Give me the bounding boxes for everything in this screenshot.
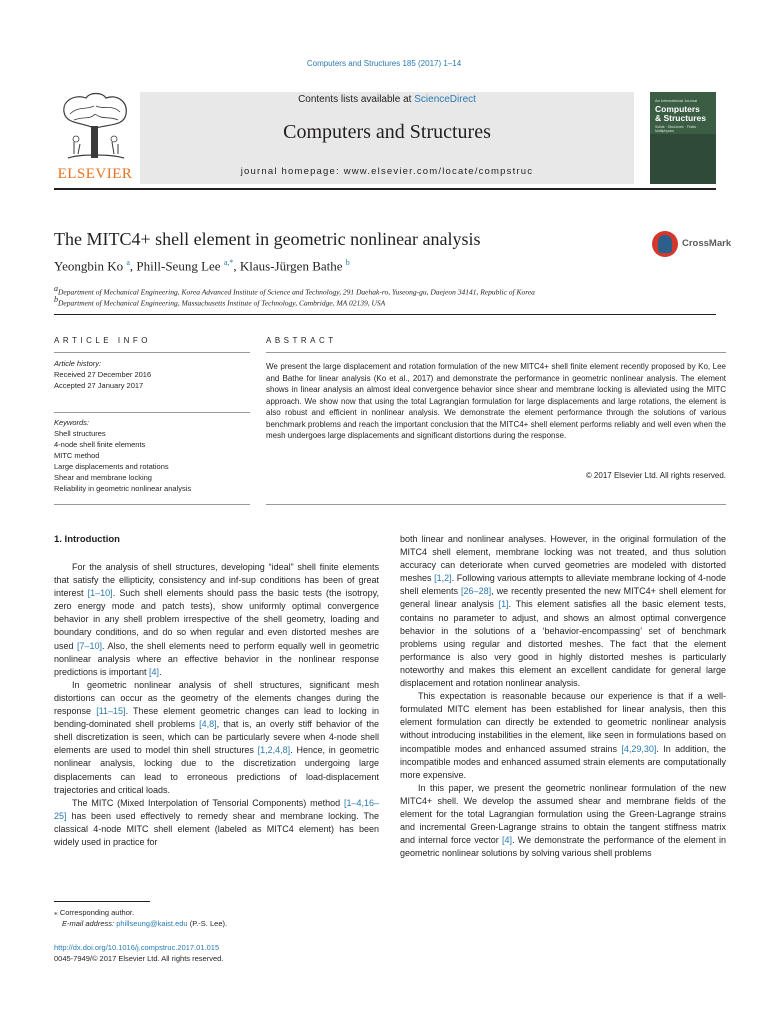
citation-link[interactable]: [1,2] [434,573,452,584]
cover-title-line-1: Computers [655,104,700,114]
abstract-heading: ABSTRACT [266,336,337,345]
abstract-copyright: © 2017 Elsevier Ltd. All rights reserved. [585,471,726,480]
citation-link[interactable]: [4,29,30] [621,743,657,754]
journal-citation-link[interactable]: Computers and Structures 185 (2017) 1–14 [306,59,462,68]
email-label: E-mail address: [62,919,117,928]
footnote-corresponding-text: Corresponding author. [59,908,135,917]
author-affiliation-marker[interactable]: a [126,258,130,267]
author-affiliation-marker[interactable]: b [345,258,350,267]
doi-link[interactable]: http://dx.doi.org/10.1016/j.compstruc.2017.01.015 [54,943,220,952]
elsevier-tree-icon [60,92,130,164]
journal-homepage-line [140,166,634,177]
email-link[interactable]: phillseung@kaist.edu [116,919,188,928]
citation-link[interactable]: [1] [498,599,509,610]
author-list: Yeongbin Ko $^a$, Phill-Seung Lee $^{a,*}$, Klaus-Jürgen Bathe $^b$ [54,258,350,274]
paragraph: The MITC (Mixed Interpolation of Tensorial Components) method [1–4,16–25] has been used effectively to remedy shear and membrane locking. The classical 4-node MITC shell element (labeled as MITC4 element) has been widely used in practice for [54,797,379,847]
journal-cover-image[interactable] [650,92,716,184]
elsevier-wordmark: ELSEVIER [57,166,133,182]
citation-link[interactable]: [4] [149,666,160,677]
cover-artwork [650,134,716,184]
article-info-heading: ARTICLE INFO [54,336,151,345]
contents-line [140,94,634,105]
article-info-bottom-divider [54,504,250,505]
crossmark-icon [652,231,678,257]
paragraph: This expectation is reasonable because our experience is that if a well-formulated MITC element has been established for linear analysis, then this element formulation can directly be extended to geometric nonlinear analysis without introducing instabilities in the element, like seen in formulations based on incompatible modes and enhanced assumed strains [4,29,30]. In addition, the incompatible modes and enhanced assumed strain elements are computationally more expensive. [400,691,727,780]
paper-title: The MITC4+ shell element in geometric nonlinear analysis [54,229,481,249]
paragraph: both linear and nonlinear analyses. However, in the original formulation of the MITC4 shell element, membrane locking was not treated, and thus solution accuracy can deteriorate when curved geometries are modeled with distorted meshes [1,2]. Following various attempts to alleviate membrane locking of 4-node shell elements [26–28], we recently presented the new MITC4+ shell element for general linear analysis [1]. This element satisfies all the basic element tests, contains no parameter to adjust, and shows an almost optimal convergence behavior in the solutions of a ‘behavior-encompassing’ set of benchmark problems using regular and distorted meshes. The fact that the element performance is also very good in highly distorted meshes is particularly noteworthy and makes this element an excellent candidate for general large displacement and rotation nonlinear analysis. [400,534,727,689]
footnote-marker: ⁎ [54,908,58,917]
citation-link[interactable]: [4,8] [199,719,217,730]
affiliation-b [54,295,385,308]
citation-link[interactable]: [1,2,4,8] [257,745,291,756]
keyword-item: 4-node shell finite elements [54,440,146,449]
contents-prefix: Contents lists available at [298,94,415,105]
paragraph: In geometric nonlinear analysis of shell structures, significant mesh distortions can occur as the geometry of the elements changes during the response [11–15]. These element geometric changes can lead to locking in bending-dominated shell problems [4,8], that is, an overly stiff behavior of the shell discretization is seen, which can be particularly severe when 4-node shell elements are used to model thin shell structures [1,2,4,8]. Hence, in geometric nonlinear analysis, locking due to the discretization undergoing large displacements can lead to erroneous predictions of load-displacement trajectories and critical loads. [54,679,379,795]
author-name[interactable]: Phill-Seung Lee [136,258,221,274]
keywords-divider [54,412,250,413]
body-column-left [54,561,379,849]
footnote-divider [54,901,150,902]
abstract-text: We present the large displacement and rotation formulation of the new MITC4+ shell finite element recently proposed by Ko, Lee and Bathe for linear analysis (Ko et al., 2017) and demonstrate the performance in geometric nonlinear analysis. The element shows in linear analysis an almost ideal convergence behavior since shear and membrane locking is alleviated using the MITC approach. We show now that using the total Lagrangian formulation for large displacements and large rotations, the element is also robust and efficient in nonlinear analysis. We demonstrate the element performance through the solutions of various benchmark problems and reach the important conclusion that the MITC4+ shell element performs reliably and well even when the mesh undergoes large displacements and significant distortions during the response. [266,362,726,440]
citation-link[interactable]: [26–28] [461,586,492,597]
keyword-item: Large displacements and rotations [54,462,169,471]
issn-copyright: 0045-7949/© 2017 Elsevier Ltd. All rights reserved. [54,954,224,963]
citation-link[interactable]: [7–10] [77,640,103,651]
homepage-prefix: journal homepage: [240,166,344,177]
citation-link[interactable]: [1–4,16–25] [54,797,379,821]
abstract-bottom-divider [266,504,726,505]
citation-link[interactable]: [11–15] [96,706,126,717]
received-date: Received 27 December 2016 [54,370,152,379]
author-name[interactable]: Klaus-Jürgen Bathe [239,258,343,274]
keyword-item: MITC method [54,451,100,460]
accepted-date: Accepted 27 January 2017 [54,381,144,390]
keyword-item: Shell structures [54,429,106,438]
body-column-right [400,533,726,860]
email-suffix: (P.-S. Lee). [187,919,228,928]
keyword-item: Shear and membrane locking [54,473,152,482]
title-divider [54,314,716,315]
author-affiliation-marker[interactable]: a,* [223,258,234,267]
affiliation-marker: b [54,295,58,304]
citation-link[interactable]: [4] [502,835,513,846]
keywords-label: Keywords: [54,418,90,427]
affiliation-marker: a [54,284,58,293]
masthead-divider [54,188,716,190]
paragraph: For the analysis of shell structures, developing “ideal” shell finite elements that satisfy the ellipticity, consistency and inf-sup conditions has been of great interest [1–10]. Such shell elements should pass the basic tests (the isotropy, zero energy mode and patch tests), show uniformly optimal convergence behavior in any shell problem irrespective of the shell geometry, loading and boundary conditions, and do so when regular and even distorted meshes are used [7–10]. Also, the shell elements need to perform equally well in geometric nonlinear analysis where an effective behavior in the nonlinear response predictions is important [4]. [54,562,379,677]
keyword-item: Reliability in geometric nonlinear analysis [54,484,192,493]
author-name[interactable]: Yeongbin Ko [54,258,124,274]
cover-title [655,105,706,123]
cover-small-text: An International Journal [655,98,698,103]
homepage-link[interactable]: www.elsevier.com/locate/compstruc [343,166,534,177]
history-label: Article history: [54,359,102,368]
elsevier-logo[interactable] [54,92,136,184]
article-info-divider [54,352,250,353]
cover-subtitle: Solids · Structures · Fluids · Multiphysics [655,125,699,133]
sciencedirect-link[interactable]: ScienceDirect [414,94,476,105]
abstract-divider [266,352,726,353]
crossmark-label: CrossMark [682,238,732,249]
footnote [54,907,227,929]
crossmark-badge[interactable] [652,231,730,259]
affiliation-text: Department of Mechanical Engineering, Massachusetts Institute of Technology, Cambridge, MA 02139, USA [58,298,386,308]
cover-title-line-2: & Structures [655,113,707,123]
journal-name: Computers and Structures [283,121,491,143]
affiliation-text: Department of Mechanical Engineering, Korea Advanced Institute of Science and Technology, 291 Daehak-ro, Yuseong-gu, Daejeon 34141, Republic of Korea [58,287,535,297]
footnote-email-row [54,918,227,929]
footnote-corresponding [54,907,227,918]
section-heading-introduction: 1. Introduction [54,534,120,545]
paragraph: In this paper, we present the geometric nonlinear formulation of the new MITC4+ shell. We develop the assumed shear and membrane fields of the element for the total Lagrangian formulation using the Green-Lagrange strains and incremental Green-Lagrange strains to obtain the tangent stiffness matrix and internal force vector [4]. We demonstrate the performance of the element in geometric nonlinear solutions by solving various shell problems [400,782,726,859]
citation-link[interactable]: [1–10] [87,588,113,599]
